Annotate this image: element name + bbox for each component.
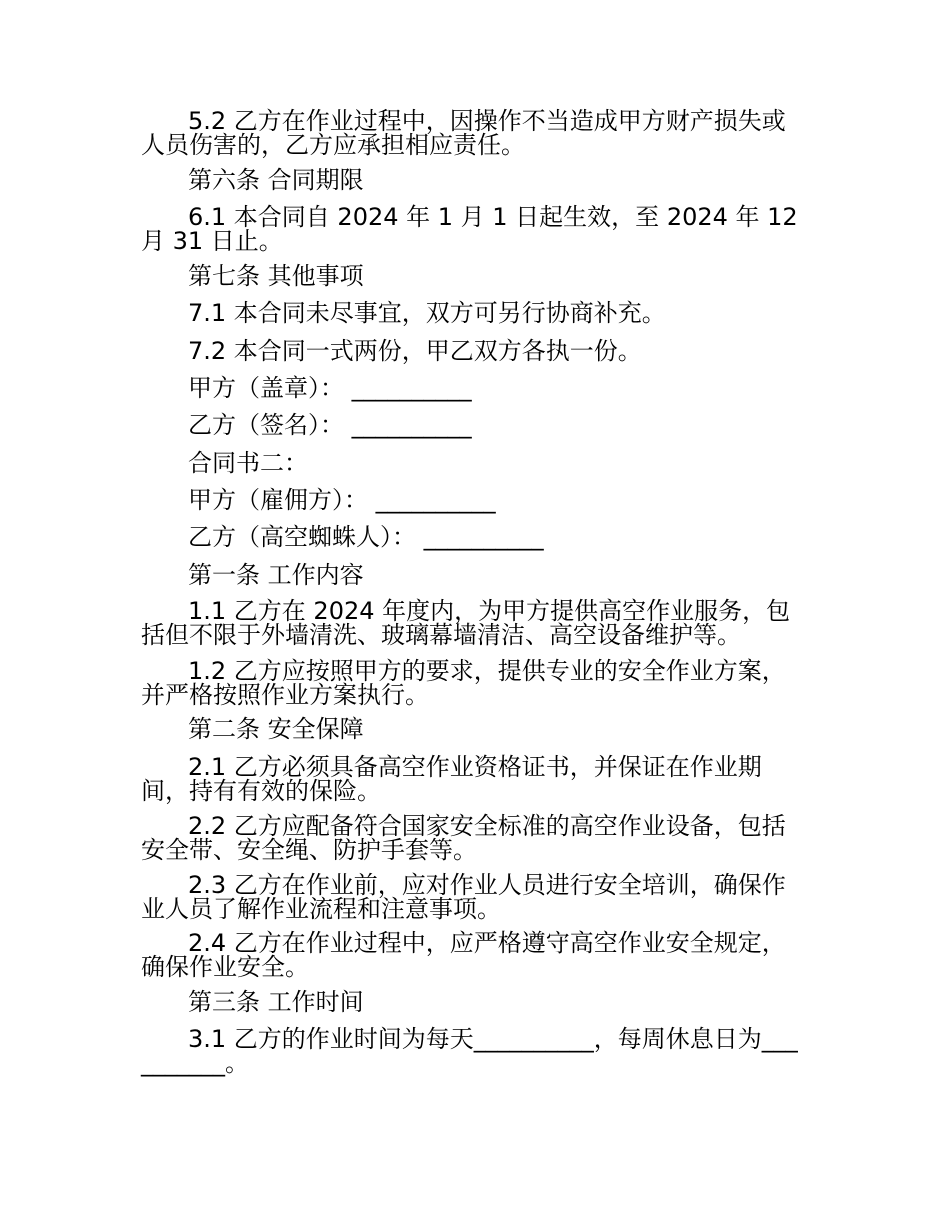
clause-2-3: 2.3 乙方在作业前，应对作业人员进行安全培训，确保作业人员了解作业流程和注意事项。: [141, 871, 786, 923]
employer-line: 甲方（雇佣方）： __________: [188, 486, 496, 514]
clause-6-1: 6.1 本合同自 2024 年 1 月 1 日起生效，至 2024 年 12 月 31 日止。: [141, 203, 798, 255]
article-7-heading: 第七条 其他事项: [188, 262, 364, 290]
clause-1-2: 1.2 乙方应按照甲方的要求，提供专业的安全作业方案，并严格按照作业方案执行。: [141, 657, 786, 709]
party-a-seal-line: 甲方（盖章）： __________: [188, 374, 472, 402]
worker-line: 乙方（高空蜘蛛人）： __________: [188, 523, 544, 551]
article-2-heading: 第二条 安全保障: [188, 715, 364, 743]
clause-3-1: 3.1 乙方的作业时间为每天__________，每周休息日为__________。: [141, 1025, 798, 1077]
clause-2-4: 2.4 乙方在作业过程中，应严格遵守高空作业安全规定，确保作业安全。: [141, 929, 786, 981]
contract-two-heading: 合同书二：: [188, 449, 308, 477]
article-6-heading: 第六条 合同期限: [188, 166, 364, 194]
clause-5-2: 5.2 乙方在作业过程中，因操作不当造成甲方财产损失或人员伤害的，乙方应承担相应责任。: [141, 107, 786, 159]
clause-7-2: 7.2 本合同一式两份，甲乙双方各执一份。: [188, 337, 642, 365]
clause-7-1: 7.1 本合同未尽事宜，双方可另行协商补充。: [188, 299, 666, 327]
clause-2-2: 2.2 乙方应配备符合国家安全标准的高空作业设备，包括安全带、安全绳、防护手套等。: [141, 812, 786, 864]
article-3-heading: 第三条 工作时间: [188, 988, 364, 1016]
article-1-heading: 第一条 工作内容: [188, 561, 364, 589]
clause-1-1: 1.1 乙方在 2024 年度内，为甲方提供高空作业服务，包括但不限于外墙清洗、玻璃幕墙清洁、高空设备维护等。: [141, 597, 791, 649]
clause-2-1: 2.1 乙方必须具备高空作业资格证书，并保证在作业期间，持有有效的保险。: [141, 753, 762, 805]
party-b-signature-line: 乙方（签名）： __________: [188, 411, 472, 439]
